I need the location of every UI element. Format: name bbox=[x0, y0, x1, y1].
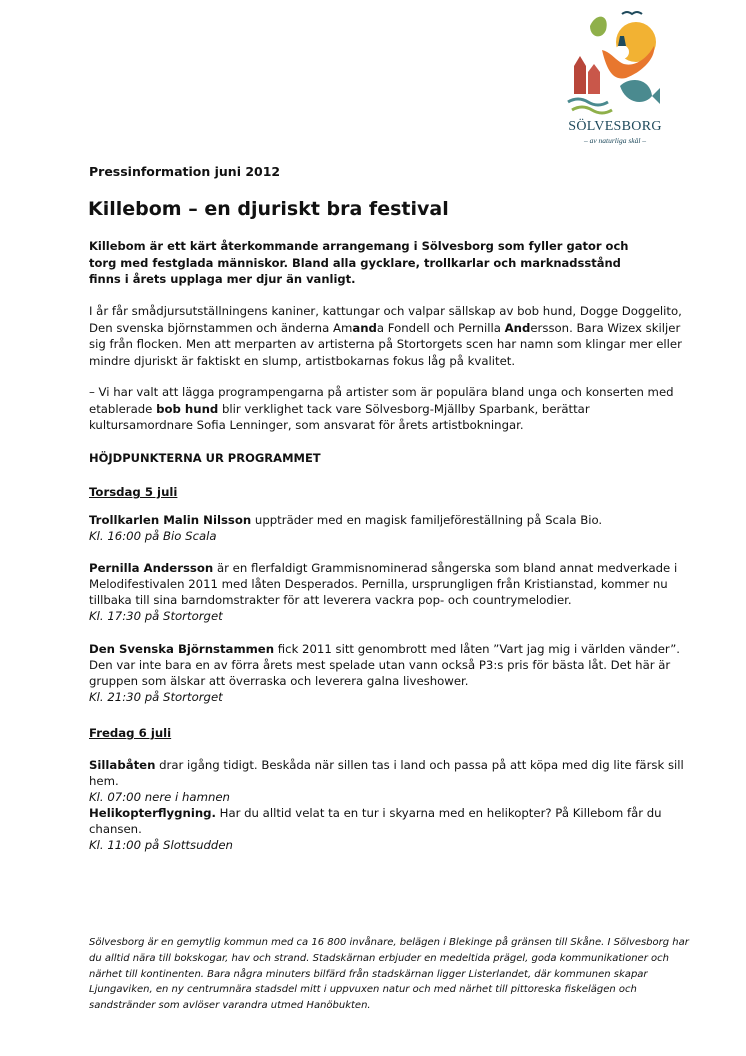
text-span: – Vi har valt att lägga programpengarna på artister som är populära bland unga och konserten med etablerade bbox=[89, 385, 674, 416]
event-text: drar igång tidigt. Beskåda när sillen tas i land och passa på att köpa med dig lite färsk sill hem. bbox=[89, 758, 684, 788]
paragraph-quote bbox=[89, 384, 689, 434]
solvesborg-logo bbox=[560, 6, 670, 148]
event-item bbox=[89, 512, 689, 544]
paragraph-artists bbox=[89, 303, 689, 369]
event-time: Kl. 11:00 på Slottsudden bbox=[89, 838, 233, 852]
event-time: Kl. 16:00 på Bio Scala bbox=[89, 529, 217, 543]
bold-span: and bbox=[352, 320, 377, 335]
day-heading-friday: Fredag 6 juli bbox=[89, 726, 172, 740]
bold-span: And bbox=[504, 320, 531, 335]
event-name: Sillabåten bbox=[89, 758, 156, 772]
wave-icon bbox=[568, 99, 608, 105]
event-item bbox=[89, 805, 689, 853]
event-name: Trollkarlen Malin Nilsson bbox=[89, 513, 252, 527]
event-item bbox=[89, 560, 689, 624]
text-span: blir verklighet tack vare Sölvesborg-Mjällby Sparbank, berättar kultursamordnare Sofia Lenninger, som ansvarat för årets artistbokningar. bbox=[89, 401, 590, 432]
figure-head-icon bbox=[615, 45, 629, 59]
wave-icon-2 bbox=[572, 107, 612, 113]
bold-span: bob hund bbox=[156, 401, 219, 416]
program-heading: HÖJDPUNKTERNA UR PROGRAMMET bbox=[89, 451, 321, 465]
logo-tagline: – av naturliga skäl – bbox=[583, 136, 647, 145]
event-item bbox=[89, 757, 689, 805]
footer-about: Sölvesborg är en gemytlig kommun med ca 16 800 invånare, belägen i Blekinge på gränsen till Skåne. I Sölvesborg har du alltid nära till bokskogar, hav och strand. Stadskärnan erbjuder en medeltida prägel, goda kommunikationer och närhet till kontinenten. Bara några minuters bilfärd från stadskärnan ligger Listerlandet, där kommunen skapar Ljungaviken, en ny centrumnära stadsdel mitt i uppvuxen natur och med närhet till pittoreska fiskelägen och sandstränder som avlöser varandra utmed Hanöbukten. bbox=[89, 937, 689, 1012]
text-span: ersson. Bara Wizex skiljer sig från flocken. Men att merparten av artisterna på Stortorgets scen har namn som klingar mer eller mindre djuriskt är faktiskt en slump, artistbokarnas fokus låg på kvalitet. bbox=[89, 320, 682, 368]
text-span: I år får smådjursutställningens kaniner, kattungar och valpar sällskap av bob hund, Dogge Doggelito, Den svenska björnstammen och änderna Am bbox=[89, 304, 682, 335]
event-time: Kl. 07:00 nere i hamnen bbox=[89, 790, 230, 804]
event-text: är en flerfaldigt Grammisnominerad sångerska som bland annat medverkade i Melodifestivalen 2011 med låten Desperados. Pernilla, ursprungligen från Kristianstad, kommer nu tillbaka till sina barndomstrakter för att leverera vackra pop- och countrymelodier. bbox=[89, 561, 678, 607]
lead-paragraph: Killebom är ett kärt återkommande arrangemang i Sölvesborg som fyller gator och torg med festglada människor. Bland alla gycklare, trollkarlar och marknadsstånd finns i årets upplaga mer djur än vanligt. bbox=[89, 239, 629, 286]
event-time: Kl. 17:30 på Stortorget bbox=[89, 609, 223, 623]
logo-emblem-icon bbox=[560, 6, 670, 118]
event-name: Den Svenska Björnstammen bbox=[89, 642, 275, 656]
event-name: Helikopterflygning. bbox=[89, 806, 216, 820]
event-name: Pernilla Andersson bbox=[89, 561, 214, 575]
event-text: Har du alltid velat ta en tur i skyarna med en helikopter? På Killebom får du chansen. bbox=[89, 806, 662, 836]
day-heading-thursday: Torsdag 5 juli bbox=[89, 485, 178, 499]
press-label: Pressinformation juni 2012 bbox=[89, 164, 281, 179]
logo-name: SÖLVESBORG bbox=[568, 119, 662, 134]
event-time: Kl. 21:30 på Stortorget bbox=[89, 690, 223, 704]
church-icon bbox=[588, 64, 600, 94]
event-text: fick 2011 sitt genombrott med låten ”Vart jag mig i världen vänder”. Den var inte bara en av förra årets mest spelade utan vann också P3:s pris för bästa låt. Det här är gruppen som älskar att överraska och leverera galna liveshower. bbox=[89, 642, 680, 688]
bird-icon bbox=[622, 12, 642, 14]
fish-icon bbox=[620, 80, 652, 102]
event-item bbox=[89, 641, 689, 705]
building-icon bbox=[574, 56, 586, 94]
leaf-icon bbox=[590, 17, 607, 37]
fish-tail-icon bbox=[652, 88, 660, 104]
text-span: a Fondell och Pernilla bbox=[376, 320, 505, 335]
event-text: uppträder med en magisk familjeföreställning på Scala Bio. bbox=[251, 513, 603, 527]
page-title: Killebom – en djuriskt bra festival bbox=[88, 198, 449, 220]
